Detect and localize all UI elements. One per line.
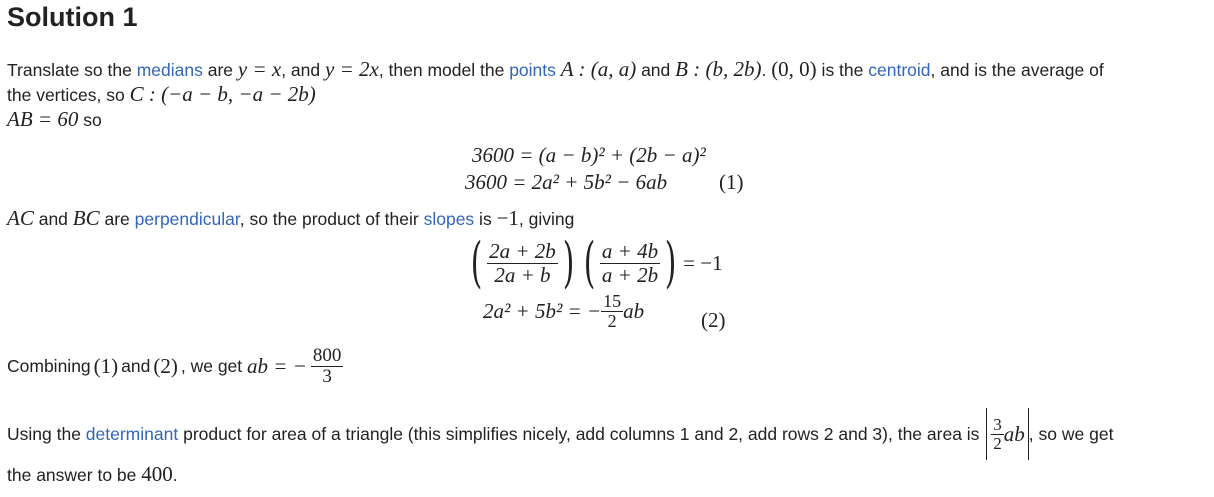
text: Translate so the [7,60,137,80]
eq2-line2 [483,292,644,331]
text: and [33,209,73,229]
fraction [487,240,558,285]
link-points[interactable]: points [509,60,556,80]
p1-line1 [7,57,1104,82]
numerator: 3 [993,414,1002,434]
text: , so we get [1028,423,1114,444]
text: Using the [7,423,86,444]
right-paren: ) [562,231,575,294]
text: , then model the [378,60,510,80]
fraction [311,346,344,387]
text: is [474,209,497,229]
heading: Solution 1 [7,2,138,32]
eq1-line2: 3600 = 2a² + 5b² − 6ab [465,170,668,194]
math: ab [623,298,645,323]
numerator: 2a + 2b [489,239,556,264]
math: (0, 0) [771,57,817,81]
left-paren: ( [583,231,596,294]
link-centroid[interactable]: centroid [868,60,931,80]
text: . [172,465,178,485]
text: and [121,355,151,376]
denominator: 3 [322,365,332,387]
numerator: 800 [312,345,342,366]
math: 2a² + 5b² = − [483,298,602,323]
text: , we get [180,355,248,376]
text: Combining [7,355,91,376]
text: are [202,60,238,80]
math: AC [7,206,34,230]
math: AB = 60 [7,107,79,131]
p2 [7,107,102,132]
math: ab = − [247,353,307,378]
denominator: 2 [607,310,617,331]
text: , and is the average of [930,60,1104,80]
math: B : (b, 2b) [675,57,762,81]
numerator: a + 4b [601,239,659,264]
text: product for area of a triangle (this simplifies nicely, add columns 1 and 2, add rows 2 and 3), the area is [178,423,985,444]
text: are [99,209,135,229]
text: the vertices, so [7,85,130,105]
p4 [7,346,343,387]
fraction [991,416,1004,453]
math: A : (a, a) [560,57,637,81]
link-slopes[interactable]: slopes [423,209,475,229]
text: . [761,60,772,80]
math: y = 2x [325,57,379,81]
text: and [636,60,676,80]
math: 400 [141,462,173,486]
fraction [601,292,623,331]
denominator: a + 2b [601,262,659,287]
math: C : (−a − b, −a − 2b) [129,82,316,106]
abs-bar-left [986,408,987,460]
eq1-line1: 3600 = (a − b)² + (2b − a)² [472,143,706,167]
text: , and [281,60,325,80]
math: (1) [93,353,119,378]
link-determinant[interactable]: determinant [85,423,179,444]
eq2-tag: (2) [701,308,726,332]
math: BC [72,206,100,230]
text: so [78,110,102,130]
right-paren: ) [664,231,677,294]
p1-line2 [7,82,316,107]
link-medians[interactable]: medians [136,60,203,80]
eq1-tag: (1) [719,170,744,194]
text: the answer to be [7,465,142,485]
eq2-line1 [466,231,723,294]
math: (2) [153,353,178,378]
text: is the [816,60,869,80]
denominator: 2a + b [494,262,551,287]
math: y = x [237,57,282,81]
math: −1 [496,206,519,230]
text: , giving [518,209,575,229]
left-paren: ( [470,231,483,294]
p3 [7,206,574,231]
p5-line1 [7,408,1113,460]
denominator: 2 [993,433,1002,453]
link-perpendicular[interactable]: perpendicular [134,209,240,229]
text: , so the product of their [239,209,424,229]
p5-line2 [7,462,178,487]
math: = −1 [683,250,723,275]
fraction [600,240,660,285]
numerator: 15 [603,291,622,311]
math: ab [1003,421,1025,446]
